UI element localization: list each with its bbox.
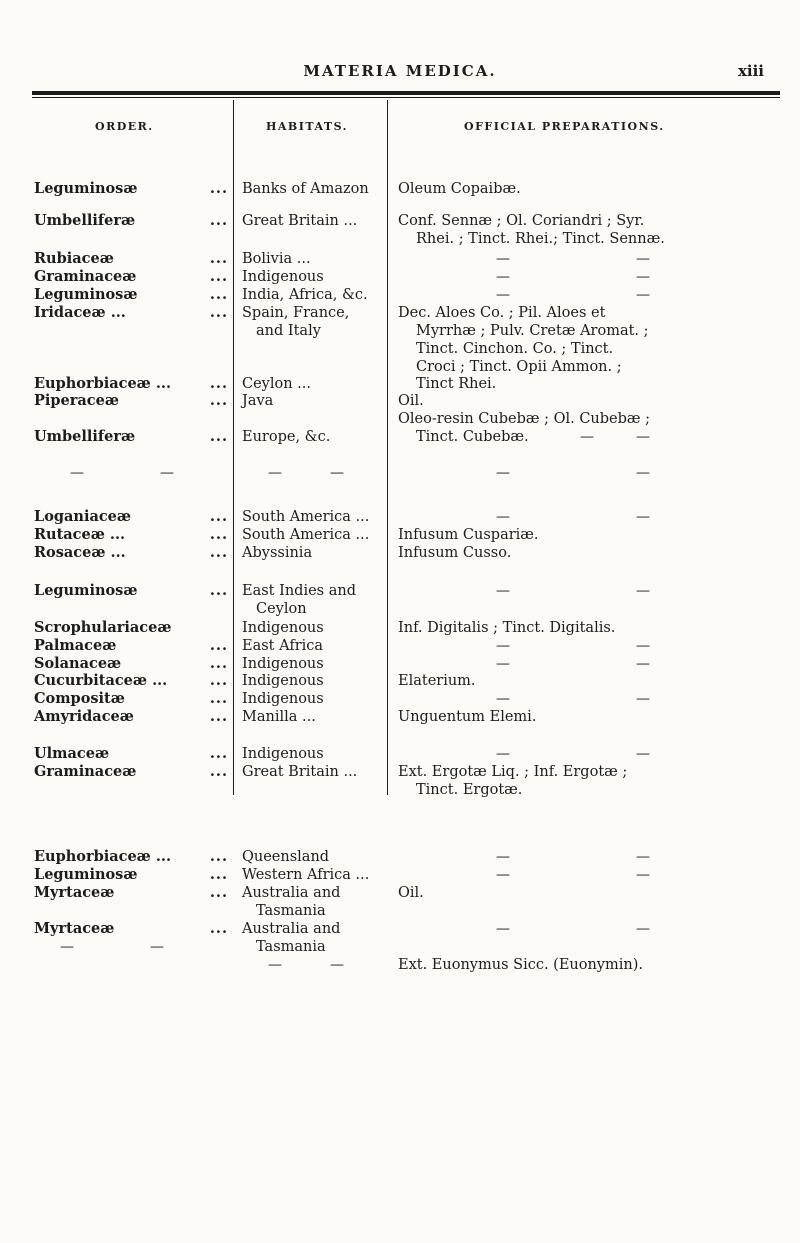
ditto-mark: — bbox=[496, 746, 510, 762]
order-entry: Graminaceæ ... bbox=[34, 268, 228, 285]
order-entry: Leguminosæ ... bbox=[34, 286, 228, 303]
order-entry: Palmaceæ ... bbox=[34, 637, 228, 654]
order-entry: Leguminosæ ... bbox=[34, 180, 228, 197]
order-entry: Solanaceæ ... bbox=[34, 655, 228, 672]
habitat-entry: East Indies and bbox=[242, 583, 356, 599]
habitat-entry: Abyssinia bbox=[242, 545, 313, 561]
order-entry: Rutaceæ ... ... bbox=[34, 526, 228, 543]
habitat-entry: Great Britain ... bbox=[242, 213, 358, 229]
habitat-entry: Queensland bbox=[242, 849, 330, 865]
preparation-entry: Ext. Ergotæ Liq. ; Inf. Ergotæ ; bbox=[398, 764, 628, 780]
habitat-entry: Manilla ... bbox=[242, 709, 316, 725]
ditto-mark: — bbox=[580, 429, 594, 445]
preparation-entry: Inf. Digitalis ; Tinct. Digitalis. bbox=[398, 620, 616, 636]
habitat-entry: India, Africa, &c. bbox=[242, 287, 368, 303]
ditto-mark: — bbox=[268, 957, 282, 973]
ditto-mark: — bbox=[636, 429, 650, 445]
habitat-entry: Indigenous bbox=[242, 691, 324, 707]
preparation-entry: Oil. bbox=[398, 393, 424, 409]
column-header-order: ORDER. bbox=[95, 120, 154, 133]
habitat-entry: South America ... bbox=[242, 527, 370, 543]
preparation-entry: Tinct. Ergotæ. bbox=[416, 782, 523, 798]
ditto-mark: — bbox=[636, 691, 650, 707]
habitat-entry: South America ... bbox=[242, 509, 370, 525]
habitat-entry: Tasmania bbox=[256, 903, 326, 919]
ditto-mark: — bbox=[496, 287, 510, 303]
order-entry: Compositæ ... bbox=[34, 690, 228, 707]
ditto-mark: — bbox=[636, 656, 650, 672]
preparation-entry: Oleo-resin Cubebæ ; Ol. Cubebæ ; bbox=[398, 411, 651, 427]
habitat-entry: Indigenous bbox=[242, 269, 324, 285]
column-header-preparations: OFFICIAL PREPARATIONS. bbox=[464, 120, 665, 133]
column-header-habitats: HABITATS. bbox=[266, 120, 348, 133]
order-entry: Graminaceæ ... bbox=[34, 763, 228, 780]
header-rule-thin bbox=[32, 97, 780, 98]
ditto-mark: — bbox=[636, 638, 650, 654]
ditto-mark: — bbox=[160, 465, 174, 481]
order-entry: Amyridaceæ ... bbox=[34, 708, 228, 725]
column-divider-2 bbox=[387, 100, 388, 795]
order-entry: Piperaceæ ... bbox=[34, 392, 228, 409]
ditto-mark: — bbox=[496, 849, 510, 865]
order-entry: Ulmaceæ ... bbox=[34, 745, 228, 762]
habitat-entry: Indigenous bbox=[242, 656, 324, 672]
ditto-mark: — bbox=[496, 921, 510, 937]
ditto-mark: — bbox=[636, 583, 650, 599]
preparation-entry: Tinct. Cubebæ. bbox=[416, 429, 529, 445]
ditto-mark: — bbox=[496, 867, 510, 883]
preparation-entry: Tinct Rhei. bbox=[416, 376, 497, 392]
order-entry: Leguminosæ ... bbox=[34, 866, 228, 883]
ditto-mark: — bbox=[636, 269, 650, 285]
habitat-entry: Ceylon ... bbox=[242, 376, 312, 392]
habitat-entry: Europe, &c. bbox=[242, 429, 331, 445]
preparation-entry: Dec. Aloes Co. ; Pil. Aloes et bbox=[398, 305, 606, 321]
order-entry: Rubiaceæ ... bbox=[34, 250, 228, 267]
order-entry: Scrophulariaceæ bbox=[34, 619, 172, 636]
order-entry: Umbelliferæ ... bbox=[34, 428, 228, 445]
preparation-entry: Conf. Sennæ ; Ol. Coriandri ; Syr. bbox=[398, 213, 645, 229]
preparation-entry: Oleum Copaibæ. bbox=[398, 181, 521, 197]
habitat-entry: Banks of Amazon bbox=[242, 181, 369, 197]
ditto-mark: — bbox=[496, 638, 510, 654]
order-entry: Cucurbitaceæ ... ... bbox=[34, 672, 228, 689]
preparation-entry: Oil. bbox=[398, 885, 424, 901]
ditto-mark: — bbox=[636, 251, 650, 267]
ditto-mark: — bbox=[150, 939, 164, 955]
habitat-entry: Ceylon bbox=[256, 601, 307, 617]
preparation-entry: Infusum Cuspariæ. bbox=[398, 527, 539, 543]
order-entry: Myrtaceæ ... bbox=[34, 884, 228, 901]
preparation-entry: Elaterium. bbox=[398, 673, 476, 689]
ditto-mark: — bbox=[636, 746, 650, 762]
ditto-mark: — bbox=[70, 465, 84, 481]
column-divider-1 bbox=[233, 100, 234, 795]
ditto-mark: — bbox=[330, 957, 344, 973]
preparation-entry: Ext. Euonymus Sicc. (Euonymin). bbox=[398, 957, 643, 973]
ditto-mark: — bbox=[636, 867, 650, 883]
order-entry: Rosaceæ ... ... bbox=[34, 544, 228, 561]
order-entry: Myrtaceæ ... bbox=[34, 920, 228, 937]
habitat-entry: East Africa bbox=[242, 638, 324, 654]
habitat-entry: Tasmania bbox=[256, 939, 326, 955]
running-title: MATERIA MEDICA. bbox=[303, 62, 497, 80]
preparation-entry: Tinct. Cinchon. Co. ; Tinct. bbox=[416, 341, 614, 357]
habitat-entry: and Italy bbox=[256, 323, 321, 339]
habitat-entry: Great Britain ... bbox=[242, 764, 358, 780]
habitat-entry: Western Africa ... bbox=[242, 867, 370, 883]
order-entry: Euphorbiaceæ ... ... bbox=[34, 375, 228, 392]
ditto-mark: — bbox=[496, 465, 510, 481]
order-entry: Euphorbiaceæ ... ... bbox=[34, 848, 228, 865]
ditto-mark: — bbox=[268, 465, 282, 481]
habitat-entry: Java bbox=[242, 393, 274, 409]
ditto-mark: — bbox=[636, 287, 650, 303]
habitat-entry: Indigenous bbox=[242, 620, 324, 636]
habitat-entry: Australia and bbox=[242, 921, 341, 937]
ditto-mark: — bbox=[496, 509, 510, 525]
preparation-entry: Rhei. ; Tinct. Rhei.; Tinct. Sennæ. bbox=[416, 231, 665, 247]
ditto-mark: — bbox=[496, 691, 510, 707]
header-rule-heavy bbox=[32, 91, 780, 95]
preparation-entry: Myrrhæ ; Pulv. Cretæ Aromat. ; bbox=[416, 323, 649, 339]
order-entry: Umbelliferæ ... bbox=[34, 212, 228, 229]
ditto-mark: — bbox=[496, 251, 510, 267]
ditto-mark: — bbox=[636, 465, 650, 481]
ditto-mark: — bbox=[496, 269, 510, 285]
preparation-entry: Infusum Cusso. bbox=[398, 545, 512, 561]
ditto-mark: — bbox=[330, 465, 344, 481]
order-entry: Loganiaceæ ... bbox=[34, 508, 228, 525]
habitat-entry: Australia and bbox=[242, 885, 341, 901]
ditto-mark: — bbox=[496, 656, 510, 672]
order-entry: Leguminosæ ... bbox=[34, 582, 228, 599]
ditto-mark: — bbox=[636, 849, 650, 865]
ditto-mark: — bbox=[636, 509, 650, 525]
habitat-entry: Bolivia ... bbox=[242, 251, 311, 267]
ditto-mark: — bbox=[496, 583, 510, 599]
page-number: xiii bbox=[737, 62, 764, 80]
ditto-mark: — bbox=[60, 939, 74, 955]
preparation-entry: Croci ; Tinct. Opii Ammon. ; bbox=[416, 359, 622, 375]
ditto-mark: — bbox=[636, 921, 650, 937]
preparation-entry: Unguentum Elemi. bbox=[398, 709, 537, 725]
habitat-entry: Indigenous bbox=[242, 673, 324, 689]
habitat-entry: Spain, France, bbox=[242, 305, 350, 321]
habitat-entry: Indigenous bbox=[242, 746, 324, 762]
order-entry: Iridaceæ ... ... bbox=[34, 304, 228, 321]
